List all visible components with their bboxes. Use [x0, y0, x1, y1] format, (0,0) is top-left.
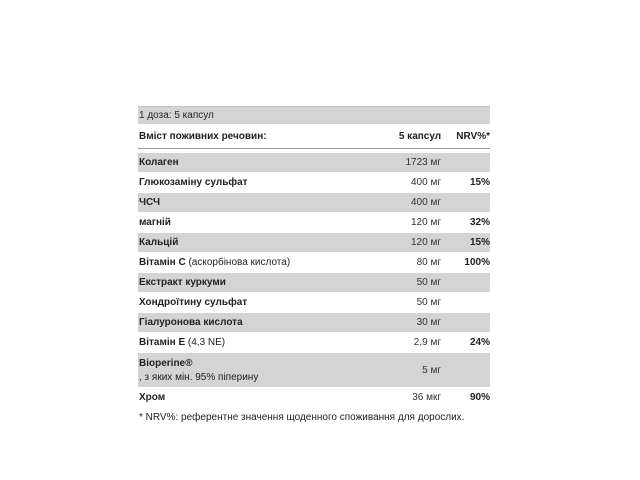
table-row — [138, 233, 490, 253]
nutrient-name: Вітамін Е — [139, 337, 186, 348]
nutrient-name: Bioperine® — [139, 357, 193, 369]
nutrient-nrv: 15% — [469, 177, 490, 188]
nutrient-amount: 400 мг — [411, 177, 441, 188]
nutrition-table — [138, 106, 490, 423]
nutrient-amount: 120 мг — [411, 217, 441, 228]
nutrient-amount: 50 мг — [416, 297, 441, 308]
header-per-dose: 5 капсул — [398, 130, 442, 142]
table-row — [138, 153, 490, 173]
table-row — [138, 253, 490, 273]
nutrient-nrv: 90% — [469, 392, 490, 403]
nutrient-detail: (4,3 NE) — [185, 337, 226, 348]
table-row — [138, 293, 490, 313]
table-row — [138, 313, 490, 333]
nutrient-name: Хондроїтину сульфат — [139, 297, 248, 308]
nutrient-name: Гіалуронова кислота — [139, 317, 243, 328]
header-nrv: NRV%* — [456, 130, 490, 142]
table-header — [138, 124, 490, 149]
dose-info: 1 доза: 5 капсул — [138, 106, 490, 124]
nutrient-detail: (аскорбінова кислота) — [185, 257, 291, 268]
nutrient-nrv: 24% — [469, 337, 490, 348]
nutrient-nrv: 32% — [469, 217, 490, 228]
nutrient-name: магній — [139, 217, 171, 228]
table-row — [138, 193, 490, 213]
nutrient-amount: 400 мг — [411, 197, 441, 208]
table-row — [138, 273, 490, 293]
nutrient-name: ЧСЧ — [139, 197, 161, 208]
nutrient-amount: 36 мкг — [412, 392, 441, 403]
nutrient-amount: 30 мг — [416, 317, 441, 328]
nutrient-name: Хром — [139, 392, 166, 403]
nutrient-amount: 2,9 мг — [413, 337, 441, 348]
header-nutrients: Вміст поживних речовин: — [139, 130, 267, 142]
nutrient-detail: , з яких мін. 95% піперину — [139, 371, 259, 383]
nutrient-amount: 1723 мг — [405, 157, 441, 168]
nutrient-amount: 80 мг — [416, 257, 441, 268]
table-row — [138, 333, 490, 353]
nutrient-name: Колаген — [139, 157, 179, 168]
table-row — [138, 173, 490, 193]
table-row — [138, 353, 490, 388]
nutrient-amount: 5 мг — [422, 364, 441, 376]
table-row — [138, 213, 490, 233]
nutrient-name: Вітамін С — [139, 257, 186, 268]
nutrient-name: Глюкозаміну сульфат — [139, 177, 248, 188]
footnote: * NRV%: референтне значення щоденного споживання для дорослих. — [139, 412, 465, 423]
nutrient-nrv: 15% — [469, 237, 490, 248]
nutrient-amount: 120 мг — [411, 237, 441, 248]
table-row — [138, 388, 490, 408]
nutrient-name: Екстракт куркуми — [139, 277, 226, 288]
nutrient-amount: 50 мг — [416, 277, 441, 288]
nutrient-nrv: 100% — [464, 257, 490, 268]
nutrient-name: Кальцій — [139, 237, 179, 248]
